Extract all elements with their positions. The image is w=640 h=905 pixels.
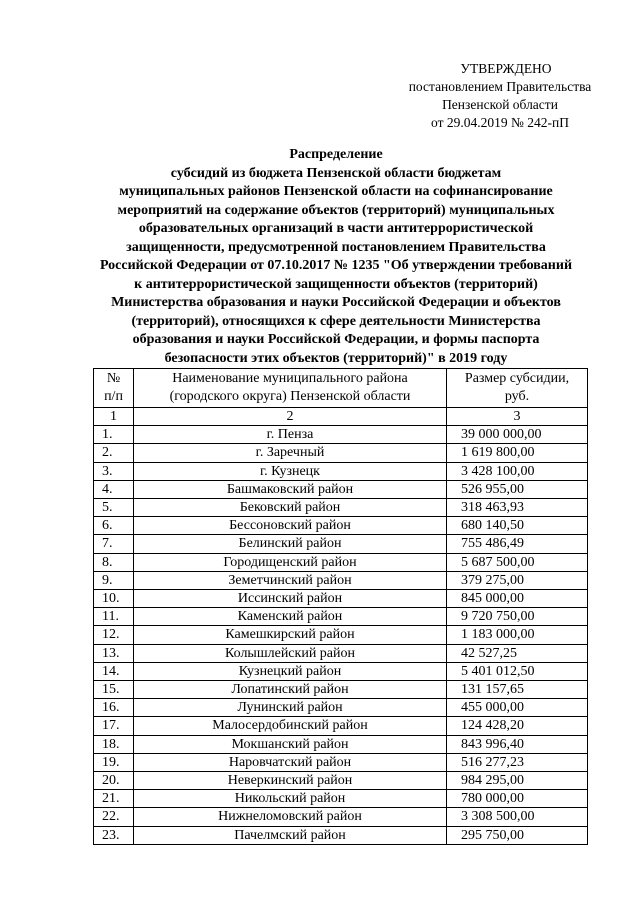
table-row bbox=[94, 608, 588, 626]
table-row bbox=[94, 590, 588, 608]
row-number: 17. bbox=[94, 717, 134, 735]
row-number: 19. bbox=[94, 753, 134, 771]
district-name: Лунинский район bbox=[134, 699, 447, 717]
subsidy-amount: 680 140,50 bbox=[447, 517, 588, 535]
index-cell: 1 bbox=[94, 408, 134, 426]
subsidy-amount: 5 401 012,50 bbox=[447, 662, 588, 680]
district-name: Лопатинский район bbox=[134, 681, 447, 699]
district-name: Неверкинский район bbox=[134, 772, 447, 790]
table-row bbox=[94, 644, 588, 662]
title-line: образовательных организаций в части антитеррористической bbox=[138, 221, 534, 236]
subsidy-amount: 295 750,00 bbox=[447, 826, 588, 844]
table-row bbox=[94, 808, 588, 826]
row-number: 8. bbox=[94, 553, 134, 571]
document-title bbox=[86, 146, 586, 368]
subsidy-amount: 124 428,20 bbox=[447, 717, 588, 735]
subsidy-table bbox=[93, 368, 588, 845]
subsidy-amount: 379 275,00 bbox=[447, 571, 588, 589]
district-name: Белинский район bbox=[134, 535, 447, 553]
district-name: г. Заречный bbox=[134, 444, 447, 462]
row-number: 23. bbox=[94, 826, 134, 844]
row-number: 3. bbox=[94, 462, 134, 480]
table-row bbox=[94, 462, 588, 480]
district-name: Городищенский район bbox=[134, 553, 447, 571]
district-name: г. Кузнецк bbox=[134, 462, 447, 480]
subsidy-amount: 9 720 750,00 bbox=[447, 608, 588, 626]
row-number: 6. bbox=[94, 517, 134, 535]
table-row bbox=[94, 626, 588, 644]
row-number: 12. bbox=[94, 626, 134, 644]
table-row bbox=[94, 753, 588, 771]
district-name: Нижнеломовский район bbox=[134, 808, 447, 826]
row-number: 20. bbox=[94, 772, 134, 790]
row-number: 22. bbox=[94, 808, 134, 826]
row-number: 9. bbox=[94, 571, 134, 589]
district-name: Каменский район bbox=[134, 608, 447, 626]
approval-line-2: Пензенской области bbox=[442, 97, 558, 112]
index-cell: 3 bbox=[447, 408, 588, 426]
title-line: Распределение bbox=[289, 147, 383, 162]
district-name: Колышлейский район bbox=[134, 644, 447, 662]
header-num: № п/п bbox=[94, 369, 134, 408]
title-line: муниципальных районов Пензенской области на софинансирование bbox=[119, 184, 553, 199]
subsidy-amount: 984 295,00 bbox=[447, 772, 588, 790]
district-name: Бессоновский район bbox=[134, 517, 447, 535]
table-row bbox=[94, 772, 588, 790]
table-row bbox=[94, 735, 588, 753]
district-name: Наровчатский район bbox=[134, 753, 447, 771]
approval-stamp bbox=[380, 60, 620, 132]
subsidy-amount: 516 277,23 bbox=[447, 753, 588, 771]
row-number: 21. bbox=[94, 790, 134, 808]
title-line: Российской Федерации от 07.10.2017 № 1235 "Об утверждении требований bbox=[99, 258, 573, 273]
subsidy-amount: 131 157,65 bbox=[447, 681, 588, 699]
subsidy-amount: 526 955,00 bbox=[447, 480, 588, 498]
district-name: Камешкирский район bbox=[134, 626, 447, 644]
table-row bbox=[94, 480, 588, 498]
row-number: 1. bbox=[94, 426, 134, 444]
subsidy-amount: 39 000 000,00 bbox=[447, 426, 588, 444]
table-row bbox=[94, 517, 588, 535]
table-row bbox=[94, 553, 588, 571]
subsidy-amount: 3 308 500,00 bbox=[447, 808, 588, 826]
subsidy-amount: 42 527,25 bbox=[447, 644, 588, 662]
row-number: 14. bbox=[94, 662, 134, 680]
table-row bbox=[94, 699, 588, 717]
subsidy-amount: 845 000,00 bbox=[447, 590, 588, 608]
district-name: Бековский район bbox=[134, 499, 447, 517]
title-line: субсидий из бюджета Пензенской области бюджетам bbox=[170, 165, 502, 181]
header-name: Наименование муниципального района (городского округа) Пензенской области bbox=[134, 369, 447, 408]
subsidy-amount: 843 996,40 bbox=[447, 735, 588, 753]
row-number: 13. bbox=[94, 644, 134, 662]
table-row bbox=[94, 535, 588, 553]
table-row bbox=[94, 662, 588, 680]
table-row bbox=[94, 681, 588, 699]
title-line: мероприятий на содержание объектов (территорий) муниципальных bbox=[117, 202, 555, 218]
district-name: Земетчинский район bbox=[134, 571, 447, 589]
subsidy-amount: 1 619 800,00 bbox=[447, 444, 588, 462]
index-cell: 2 bbox=[134, 408, 447, 426]
title-line: к антитеррористической защищенности объектов (территорий) bbox=[134, 276, 538, 292]
district-name: Малосердобинский район bbox=[134, 717, 447, 735]
district-name: Иссинский район bbox=[134, 590, 447, 608]
subsidy-amount: 3 428 100,00 bbox=[447, 462, 588, 480]
row-number: 15. bbox=[94, 681, 134, 699]
subsidy-amount: 780 000,00 bbox=[447, 790, 588, 808]
title-line: безопасности этих объектов (территорий)" в 2019 году bbox=[164, 350, 508, 366]
approval-line-3: от 29.04.2019 № 242-пП bbox=[431, 115, 569, 130]
district-name: Никольский район bbox=[134, 790, 447, 808]
row-number: 2. bbox=[94, 444, 134, 462]
district-name: Кузнецкий район bbox=[134, 662, 447, 680]
table-header-row bbox=[94, 369, 588, 408]
title-line: защищенности, предусмотренной постановлением Правительства bbox=[126, 239, 546, 255]
district-name: Башмаковский район bbox=[134, 480, 447, 498]
title-line: (территорий), относящихся к сфере деятельности Министерства bbox=[131, 313, 541, 329]
title-line: Министерства образования и науки Российской Федерации и объектов bbox=[111, 295, 561, 310]
subsidy-amount: 318 463,93 bbox=[447, 499, 588, 517]
title-line: образования и науки Российской Федерации, и формы паспорта bbox=[132, 332, 540, 347]
district-name: Мокшанский район bbox=[134, 735, 447, 753]
table-row bbox=[94, 444, 588, 462]
table-row bbox=[94, 499, 588, 517]
row-number: 11. bbox=[94, 608, 134, 626]
table-row bbox=[94, 717, 588, 735]
column-index-row bbox=[94, 408, 588, 426]
table-row bbox=[94, 826, 588, 844]
subsidy-amount: 455 000,00 bbox=[447, 699, 588, 717]
subsidy-amount: 1 183 000,00 bbox=[447, 626, 588, 644]
approval-title: УТВЕРЖДЕНО bbox=[460, 61, 552, 76]
row-number: 5. bbox=[94, 499, 134, 517]
table-row bbox=[94, 426, 588, 444]
row-number: 18. bbox=[94, 735, 134, 753]
header-amount: Размер субсидии, руб. bbox=[447, 369, 588, 408]
row-number: 7. bbox=[94, 535, 134, 553]
approval-line-1: постановлением Правительства bbox=[408, 79, 592, 94]
district-name: г. Пенза bbox=[134, 426, 447, 444]
row-number: 10. bbox=[94, 590, 134, 608]
table-row bbox=[94, 790, 588, 808]
subsidy-amount: 5 687 500,00 bbox=[447, 553, 588, 571]
row-number: 16. bbox=[94, 699, 134, 717]
subsidy-amount: 755 486,49 bbox=[447, 535, 588, 553]
table-row bbox=[94, 571, 588, 589]
district-name: Пачелмский район bbox=[134, 826, 447, 844]
row-number: 4. bbox=[94, 480, 134, 498]
